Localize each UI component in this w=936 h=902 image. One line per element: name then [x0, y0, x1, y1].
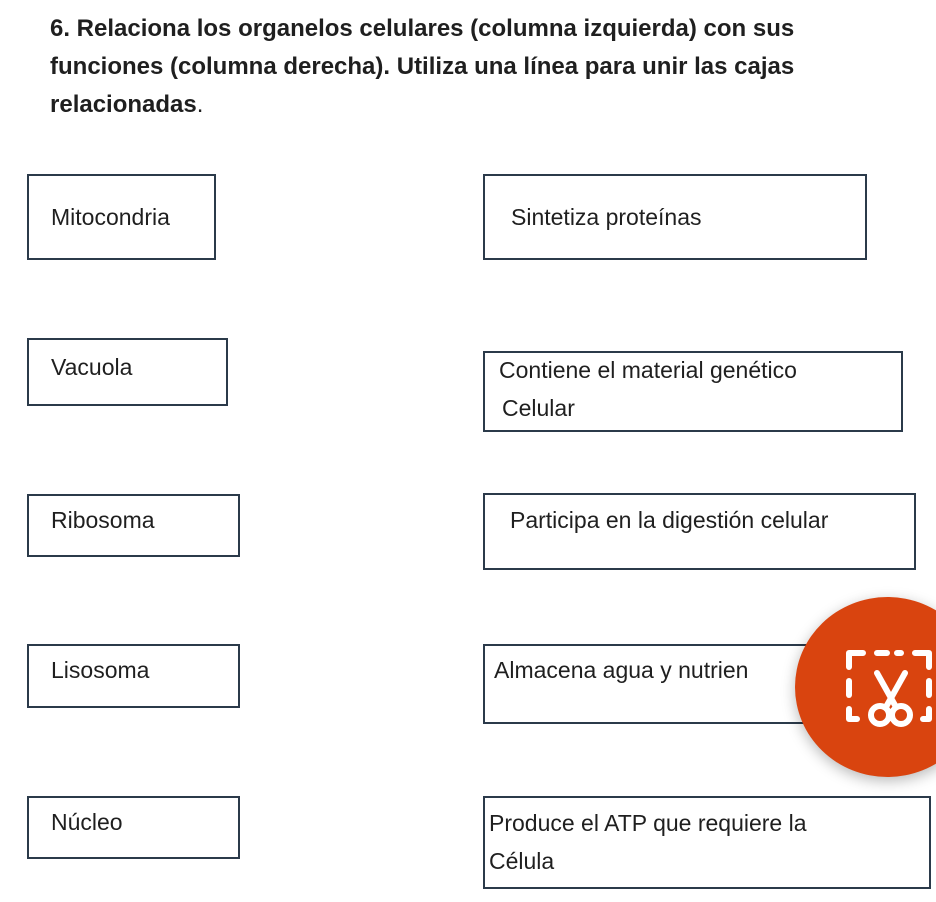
right-box-digestion-celular[interactable] — [483, 493, 916, 570]
right-box-material-genetico[interactable] — [483, 351, 903, 432]
right-box-label: Almacena agua y nutrien — [494, 657, 749, 683]
screenshot-scissors-icon — [843, 645, 935, 729]
right-box-produce-atp[interactable] — [483, 796, 931, 889]
question-period: . — [196, 91, 204, 118]
left-box-nucleo[interactable] — [27, 796, 240, 859]
question-text — [50, 10, 890, 124]
left-box-ribosoma[interactable] — [27, 494, 240, 557]
left-box-lisosoma[interactable] — [27, 644, 240, 708]
right-box-label: Sintetiza proteínas — [511, 204, 702, 230]
screenshot-snip-button[interactable] — [795, 597, 936, 777]
left-box-mitocondria[interactable] — [27, 174, 216, 260]
right-box-sintetiza-proteinas[interactable] — [483, 174, 867, 260]
left-box-label: Vacuola — [51, 354, 133, 380]
right-box-label-line1: Produce el ATP que requiere la — [489, 810, 807, 836]
left-box-label: Lisosoma — [51, 657, 150, 683]
right-box-label: Participa en la digestión celular — [510, 507, 829, 533]
right-box-label-line2: Celular — [502, 395, 575, 421]
left-box-label: Núcleo — [51, 809, 123, 835]
right-box-label-line1: Contiene el material genético — [499, 357, 797, 383]
left-box-vacuola[interactable] — [27, 338, 228, 406]
question-title: 6. Relaciona los organelos celulares (columna izquierda) con sus funciones (columna derecha). Utiliza una línea para unir las cajas relacionadas — [50, 15, 795, 118]
left-box-label: Ribosoma — [51, 507, 155, 533]
left-box-label: Mitocondria — [51, 204, 170, 230]
right-box-label-line2: Célula — [489, 848, 555, 874]
